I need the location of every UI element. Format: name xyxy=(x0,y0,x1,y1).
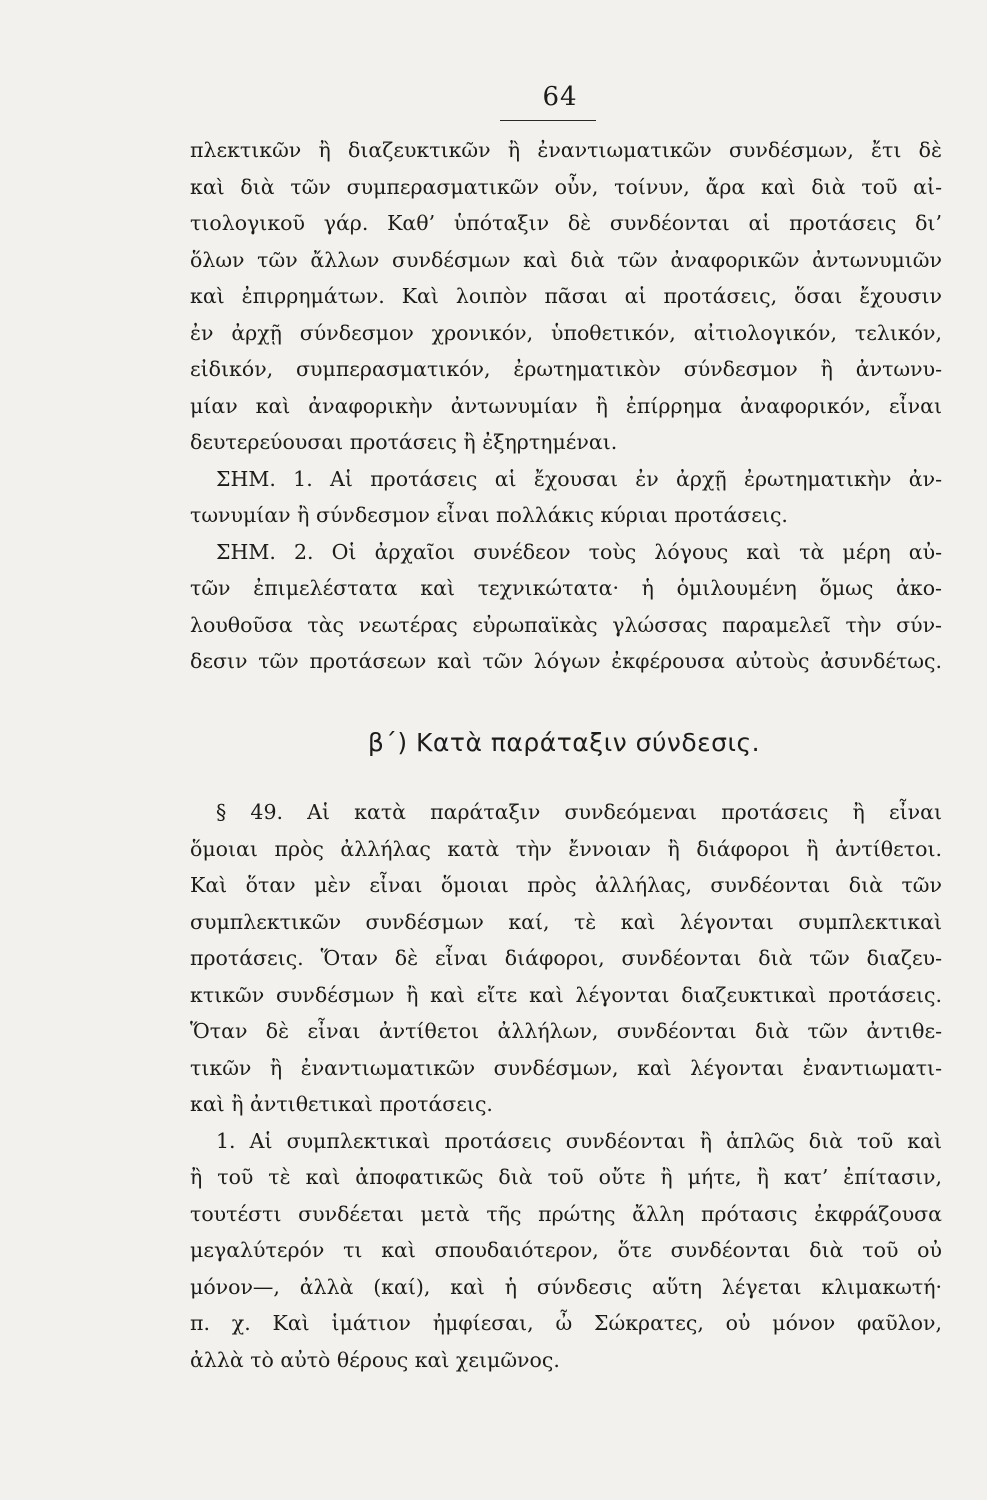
note-2-line: τῶν ἐπιμελέστατα καὶ τεχνικώτατα· ἡ ὁμιλουμένη ὅμως ἀκο- xyxy=(190,576,942,600)
page-number: 64 xyxy=(542,82,578,112)
text-line: πλεκτικῶν ἢ διαζευκτικῶν ἢ ἐναντιωματικῶν συνδέσμων, ἔτι δὲ xyxy=(190,138,942,162)
paragraph-section-49 xyxy=(190,794,942,1378)
note-2-line: ΣΗΜ. 2. Οἱ ἀρχαῖοι συνέδεον τοὺς λόγους καὶ τὰ μέρη αὐ- xyxy=(216,539,942,564)
item-1-line: μεγαλύτερόν τι καὶ σπουδαιότερον, ὅτε συνδέονται διὰ τοῦ οὐ xyxy=(190,1238,942,1262)
item-1-line: π. χ. Καὶ ἱμάτιον ἠμφίεσαι, ὦ Σώκρατες, οὐ μόνον φαῦλον, xyxy=(190,1311,942,1335)
text-line: ὅλων τῶν ἄλλων συνδέσμων καὶ διὰ τῶν ἀναφορικῶν ἀντωνυμιῶν xyxy=(190,247,942,272)
note-1-line: τωνυμίαν ἢ σύνδεσμον εἶναι πολλάκις κύριαι προτάσεις. xyxy=(190,503,788,527)
section-heading: β΄) Κατὰ παράταξιν σύνδεσις. xyxy=(367,728,761,757)
item-1-line: τουτέστι συνδέεται μετὰ τῆς πρώτης ἄλλη πρότασις ἐκφράζουσα xyxy=(190,1201,942,1226)
text-line: καὶ διὰ τῶν συμπερασματικῶν οὖν, τοίνυν, ἄρα καὶ διὰ τοῦ αἰ- xyxy=(190,174,942,199)
section-49-line: Καὶ ὅταν μὲν εἶναι ὅμοιαι πρὸς ἀλλήλας, συνδέονται διὰ τῶν xyxy=(190,873,942,897)
note-2-line: δεσιν τῶν προτάσεων καὶ τῶν λόγων ἐκφέρουσα αὐτοὺς ἀσυνδέτως. xyxy=(190,649,942,673)
text-line: ἐν ἀρχῇ σύνδεσμον χρονικόν, ὑποθετικόν, αἰτιολογικόν, τελικόν, xyxy=(190,320,942,345)
section-49-line: ὅμοιαι πρὸς ἀλλήλας κατὰ τὴν ἔννοιαν ἢ διάφοροι ἢ ἀντίθετοι. xyxy=(190,836,942,861)
section-49-line: κτικῶν συνδέσμων ἢ καὶ εἴτε καὶ λέγονται διαζευκτικαὶ προτάσεις. xyxy=(190,982,942,1007)
item-1-line: μόνον—, ἀλλὰ (καί), καὶ ἡ σύνδεσις αὕτη λέγεται κλιμακωτή· xyxy=(190,1274,942,1299)
section-49-line: Ὅταν δὲ εἶναι ἀντίθετοι ἀλλήλων, συνδέονται διὰ τῶν ἀντιθε- xyxy=(190,1019,942,1043)
text-line: τιολογικοῦ γάρ. Καθ’ ὑπόταξιν δὲ συνδέονται αἱ προτάσεις δι’ xyxy=(190,211,942,235)
note-2-line: λουθοῦσα τὰς νεωτέρας εὐρωπαϊκὰς γλώσσας παραμελεῖ τὴν σύν- xyxy=(190,612,942,637)
item-1-line: ἀλλὰ τὸ αὐτὸ θέρους καὶ χειμῶνος. xyxy=(190,1347,560,1372)
note-1-line: ΣΗΜ. 1. Αἱ προτάσεις αἱ ἔχουσαι ἐν ἀρχῇ ἐρωτηματικὴν ἀν- xyxy=(216,466,942,491)
section-49-line: προτάσεις. Ὅταν δὲ εἶναι διάφοροι, συνδέονται διὰ τῶν διαζευ- xyxy=(190,946,942,970)
text-line: εἰδικόν, συμπερασματικόν, ἐρωτηματικὸν σύνδεσμον ἢ ἀντωνυ- xyxy=(190,357,942,381)
item-1-line: ἢ τοῦ τὲ καὶ ἀποφατικῶς διὰ τοῦ οὔτε ἢ μήτε, ἢ κατ’ ἐπίτασιν, xyxy=(190,1165,942,1189)
text-line: μίαν καὶ ἀναφορικὴν ἀντωνυμίαν ἢ ἐπίρρημα ἀναφορικόν, εἶναι xyxy=(190,393,942,418)
paragraph-main xyxy=(190,132,942,680)
item-1-line: 1. Αἱ συμπλεκτικαὶ προτάσεις συνδέονται ἢ ἁπλῶς διὰ τοῦ καὶ xyxy=(216,1128,942,1153)
section-49-line: καὶ ἢ ἀντιθετικαὶ προτάσεις. xyxy=(190,1092,493,1116)
text-line: δευτερεύουσαι προτάσεις ἢ ἐξηρτημέναι. xyxy=(190,430,618,454)
text-line: καὶ ἐπιρρημάτων. Καὶ λοιπὸν πᾶσαι αἱ προτάσεις, ὅσαι ἔχουσιν xyxy=(190,284,942,308)
section-49-line: συμπλεκτικῶν συνδέσμων καί, τὲ καὶ λέγονται συμπλεκτικαὶ xyxy=(190,909,942,934)
section-49-line: § 49. Αἱ κατὰ παράταξιν συνδεόμεναι προτάσεις ἢ εἶναι xyxy=(216,800,942,824)
section-49-line: τικῶν ἢ ἐναντιωματικῶν συνδέσμων, καὶ λέγονται ἐναντιωματι- xyxy=(190,1055,942,1080)
page-number-rule xyxy=(500,120,596,121)
